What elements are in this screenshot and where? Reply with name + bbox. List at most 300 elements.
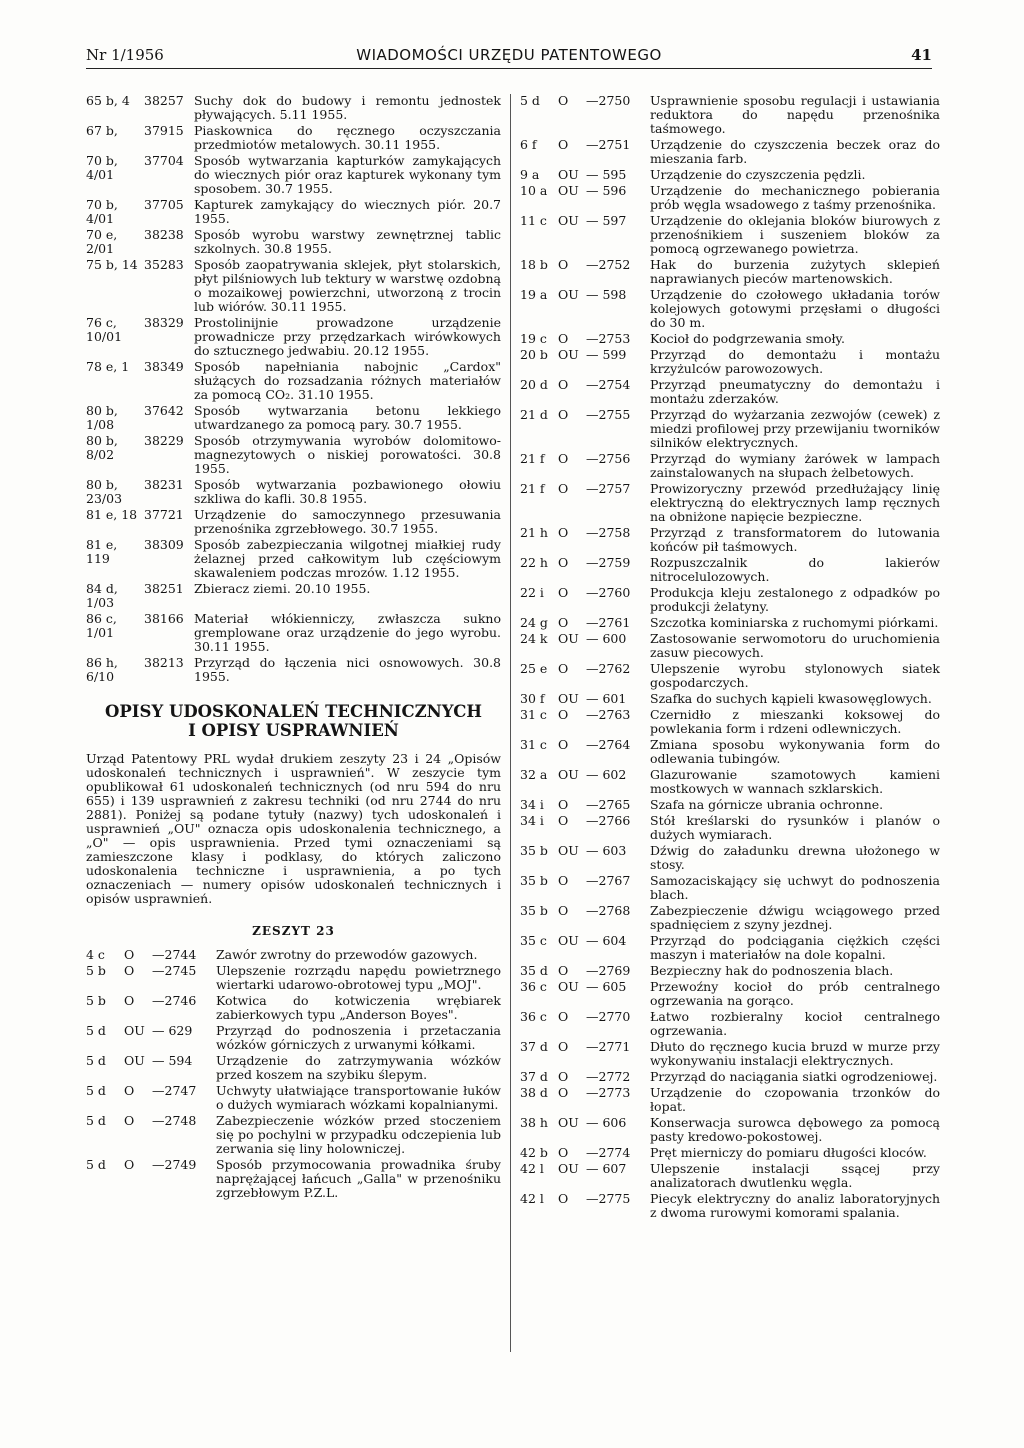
improvement-number: —2768 xyxy=(586,903,631,918)
patent-title: Sposób otrzymywania wyrobów dolomitowo-magnezytowych o niskiej porowatości. 30.8 1955. xyxy=(194,433,501,476)
improvement-type: O xyxy=(558,407,569,422)
improvement-class: 42 l xyxy=(520,1161,544,1176)
improvement-number: — 604 xyxy=(586,933,627,948)
improvement-type: OU xyxy=(558,933,579,948)
improvement-title: Zabezpieczenie wózków przed stoczeniem się po pochylni w przypadku odczepienia lub zerwania się liny holowniczej. xyxy=(216,1113,501,1156)
improvement-class: 21 f xyxy=(520,451,545,466)
improvement-number: —2762 xyxy=(586,661,631,676)
improvement-title: Usprawnienie sposobu regulacji i ustawiania reduktora do napędu przenośnika taśmowego. xyxy=(650,93,940,136)
improvement-class: 5 b xyxy=(86,993,106,1008)
patent-entry xyxy=(86,656,501,684)
improvement-number: —2751 xyxy=(586,137,631,152)
improvement-entry xyxy=(520,258,940,286)
improvement-title: Czernidło z mieszanki koksowej do powlekania form i rdzeni odlewniczych. xyxy=(650,707,940,736)
improvement-type: O xyxy=(558,93,569,108)
patent-list xyxy=(86,94,501,684)
improvement-entry xyxy=(520,1192,940,1220)
improvement-number: —2772 xyxy=(586,1069,631,1084)
patent-entry xyxy=(86,154,501,196)
improvement-class: 34 i xyxy=(520,813,544,828)
improvement-type: O xyxy=(558,137,569,152)
improvement-number: —2771 xyxy=(586,1039,631,1054)
patent-entry xyxy=(86,434,501,476)
improvement-type: O xyxy=(124,1157,135,1172)
improvement-entry xyxy=(520,408,940,450)
improvement-title: Pręt mierniczy do pomiaru długości kloców. xyxy=(650,1145,927,1160)
improvement-title: Urządzenie do czołowego układania torów kolejowych gotowymi przęsłami o długości do 30 m. xyxy=(650,287,940,330)
improvement-title: Ulepszenie wyrobu stylonowych siatek gospodarczych. xyxy=(650,661,940,690)
improvement-title: Zastosowanie serwomotoru do uruchomienia zasuw piecowych. xyxy=(650,631,940,660)
improvements-list-right xyxy=(520,94,940,1220)
improvement-number: — 600 xyxy=(586,631,627,646)
patent-class: 70 b, 4/01 xyxy=(86,153,118,182)
improvement-class: 18 b xyxy=(520,257,548,272)
journal-title: WIADOMOŚCI URZĘDU PATENTOWEGO xyxy=(356,46,662,64)
improvement-number: — 606 xyxy=(586,1115,627,1130)
improvement-entry xyxy=(86,1084,501,1112)
patent-entry xyxy=(86,538,501,580)
improvement-type: O xyxy=(558,555,569,570)
improvement-type: O xyxy=(558,737,569,752)
improvement-title: Bezpieczny hak do podnoszenia blach. xyxy=(650,963,894,978)
patent-entry xyxy=(86,612,501,654)
improvement-entry xyxy=(520,814,940,842)
improvement-type: OU xyxy=(558,287,579,302)
improvement-type: O xyxy=(558,1069,569,1084)
improvement-number: — 607 xyxy=(586,1161,627,1176)
improvement-entry xyxy=(520,632,940,660)
improvement-type: O xyxy=(124,1113,135,1128)
improvement-class: 6 f xyxy=(520,137,537,152)
improvement-title: Szczotka kominiarska z ruchomymi piórkami. xyxy=(650,615,939,630)
improvement-class: 5 d xyxy=(86,1023,106,1038)
improvement-class: 42 l xyxy=(520,1191,544,1206)
patent-entry xyxy=(86,508,501,536)
improvement-type: O xyxy=(558,1145,569,1160)
improvement-title: Przyrząd do podciągania ciężkich części maszyn i materiałów na dole kopalni. xyxy=(650,933,940,962)
patent-number: 38166 xyxy=(144,611,184,626)
improvement-number: —2760 xyxy=(586,585,631,600)
improvement-type: OU xyxy=(124,1023,145,1038)
improvement-type: OU xyxy=(124,1053,145,1068)
improvement-number: —2746 xyxy=(152,993,197,1008)
improvement-class: 34 i xyxy=(520,797,544,812)
patent-title: Kapturek zamykający do wiecznych piór. 20.7 1955. xyxy=(194,197,501,226)
improvement-type: O xyxy=(124,963,135,978)
improvement-class: 35 c xyxy=(520,933,547,948)
section-title xyxy=(86,702,501,740)
improvement-number: —2774 xyxy=(586,1145,631,1160)
patent-entry xyxy=(86,316,501,358)
improvement-title: Produkcja kleju zestalonego z odpadków po produkcji żelatyny. xyxy=(650,585,940,614)
improvement-entry xyxy=(520,844,940,872)
patent-class: 75 b, 14 xyxy=(86,257,138,272)
patent-number: 38257 xyxy=(144,93,184,108)
improvement-type: O xyxy=(558,481,569,496)
patent-number: 38238 xyxy=(144,227,184,242)
improvement-title: Piecyk elektryczny do analiz laboratoryjnych z dwoma rurowymi komorami spalania. xyxy=(650,1191,940,1220)
improvement-entry xyxy=(86,1054,501,1082)
improvement-title: Przyrząd do wyżarzania zezwojów (cewek) z miedzi profilowej przy przewijaniu tworników silników elektrycznych. xyxy=(650,407,940,450)
improvement-type: OU xyxy=(558,213,579,228)
improvement-type: OU xyxy=(558,767,579,782)
improvement-number: —2761 xyxy=(586,615,631,630)
improvement-entry xyxy=(520,708,940,736)
improvement-title: Przyrząd do podnoszenia i przetaczania wózków górniczych z urwanymi kółkami. xyxy=(216,1023,501,1052)
patent-class: 65 b, 4 xyxy=(86,93,130,108)
patent-number: 38329 xyxy=(144,315,184,330)
patent-title: Sposób zabezpieczania wilgotnej miałkiej rudy żelaznej przed całkowitym lub częściowym skawaleniem podczas mrozów. 1.12 1955. xyxy=(194,537,501,580)
improvement-number: —2747 xyxy=(152,1083,197,1098)
improvement-class: 5 d xyxy=(86,1083,106,1098)
improvement-entry xyxy=(520,348,940,376)
page-header xyxy=(86,48,932,69)
improvement-class: 4 c xyxy=(86,947,105,962)
improvement-type: O xyxy=(558,707,569,722)
improvement-title: Przyrząd z transformatorem do lutowania końców pił taśmowych. xyxy=(650,525,940,554)
improvement-title: Kotwica do kotwiczenia wrębiarek zabierkowych typu „Anderson Boyes". xyxy=(216,993,501,1022)
improvement-title: Przyrząd do demontażu i montażu krzyżulców parowozowych. xyxy=(650,347,940,376)
improvement-title: Przyrząd do wymiany żarówek w lampach zainstalowanych na słupach żelbetowych. xyxy=(650,451,940,480)
improvements-list-left xyxy=(86,948,501,1200)
patent-title: Prostolinijnie prowadzone urządzenie prowadnicze przy przędzarkach wirówkowych do sztucznego jedwabiu. 20.12 1955. xyxy=(194,315,501,358)
patent-number: 35283 xyxy=(144,257,184,272)
patent-class: 80 b, 1/08 xyxy=(86,403,118,432)
patent-class: 70 b, 4/01 xyxy=(86,197,118,226)
improvement-class: 38 d xyxy=(520,1085,548,1100)
patent-number: 38309 xyxy=(144,537,184,552)
patent-entry xyxy=(86,582,501,610)
improvement-number: — 596 xyxy=(586,183,627,198)
patent-entry xyxy=(86,124,501,152)
patent-entry xyxy=(86,360,501,402)
improvement-number: —2753 xyxy=(586,331,631,346)
improvement-title: Ulepszenie instalacji ssącej przy analizatorach dwutlenku węgla. xyxy=(650,1161,940,1190)
improvement-entry xyxy=(520,94,940,136)
patent-class: 78 e, 1 xyxy=(86,359,130,374)
improvement-entry xyxy=(520,138,940,166)
improvement-entry xyxy=(520,964,940,978)
improvement-number: —2764 xyxy=(586,737,631,752)
improvement-type: OU xyxy=(558,843,579,858)
improvement-class: 19 a xyxy=(520,287,548,302)
patent-title: Materiał włókienniczy, zwłaszcza sukno gremplowane oraz urządzenie do jego wyrobu. 30.11 1955. xyxy=(194,611,501,654)
improvement-title: Samozaciskający się uchwyt do podnoszenia blach. xyxy=(650,873,940,902)
improvement-type: O xyxy=(558,873,569,888)
patent-entry xyxy=(86,94,501,122)
improvement-title: Uchwyty ułatwiające transportowanie łuków o dużych wymiarach wózkami kopalnianymi. xyxy=(216,1083,501,1112)
improvement-type: OU xyxy=(558,691,579,706)
improvement-entry xyxy=(520,378,940,406)
improvement-entry xyxy=(520,1086,940,1114)
patent-class: 81 e, 18 xyxy=(86,507,138,522)
improvement-title: Szafka do suchych kąpieli kwasowęglowych. xyxy=(650,691,932,706)
improvement-entry xyxy=(86,948,501,962)
patent-title: Sposób wytwarzania betonu lekkiego utwardzanego za pomocą pary. 30.7 1955. xyxy=(194,403,501,432)
improvement-type: O xyxy=(558,377,569,392)
improvement-type: OU xyxy=(558,631,579,646)
patent-number: 38213 xyxy=(144,655,184,670)
patent-class: 80 b, 8/02 xyxy=(86,433,118,462)
improvement-number: — 597 xyxy=(586,213,627,228)
improvement-number: —2775 xyxy=(586,1191,631,1206)
patent-class: 86 c, 1/01 xyxy=(86,611,117,640)
improvement-entry xyxy=(520,586,940,614)
patent-title: Przyrząd do łączenia nici osnowowych. 30.8 1955. xyxy=(194,655,501,684)
improvement-entry xyxy=(520,768,940,796)
improvement-number: — 603 xyxy=(586,843,627,858)
improvement-type: O xyxy=(558,797,569,812)
left-column xyxy=(86,94,501,1202)
improvement-title: Urządzenie do zatrzymywania wózków przed koszem na szybiku ślepym. xyxy=(216,1053,501,1082)
improvement-entry xyxy=(520,616,940,630)
patent-entry xyxy=(86,258,501,314)
improvement-title: Dźwig do załadunku drewna ułożonego w stosy. xyxy=(650,843,940,872)
improvement-class: 20 b xyxy=(520,347,548,362)
improvement-number: —2765 xyxy=(586,797,631,812)
improvement-class: 21 h xyxy=(520,525,548,540)
improvement-class: 31 c xyxy=(520,737,547,752)
improvement-number: — 602 xyxy=(586,767,627,782)
column-divider xyxy=(510,94,511,1352)
improvement-title: Zawór zwrotny do przewodów gazowych. xyxy=(216,947,478,962)
improvement-class: 35 b xyxy=(520,903,548,918)
improvement-number: —2758 xyxy=(586,525,631,540)
patent-title: Sposób napełniania nabojnic „Cardox" służących do rozsadzania różnych materiałów za pomocą CO₂. 31.10 1955. xyxy=(194,359,501,402)
improvement-entry xyxy=(520,214,940,256)
improvement-type: O xyxy=(558,1039,569,1054)
issue-number: Nr 1/1956 xyxy=(86,46,164,64)
improvement-type: OU xyxy=(558,347,579,362)
improvement-entry xyxy=(520,980,940,1008)
improvement-number: —2763 xyxy=(586,707,631,722)
improvement-class: 37 d xyxy=(520,1039,548,1054)
improvement-entry xyxy=(520,738,940,766)
improvement-title: Urządzenie do oklejania bloków biurowych z przenośnikiem i suszeniem bloków za pomocą ogrzewanego powietrza. xyxy=(650,213,940,256)
improvement-number: — 594 xyxy=(152,1053,193,1068)
patent-entry xyxy=(86,198,501,226)
patent-title: Sposób wyrobu warstwy zewnętrznej tablic szkolnych. 30.8 1955. xyxy=(194,227,501,256)
improvement-type: O xyxy=(558,963,569,978)
patent-number: 37642 xyxy=(144,403,184,418)
patent-entry xyxy=(86,228,501,256)
improvement-class: 20 d xyxy=(520,377,548,392)
improvement-title: Urządzenie do czyszczenia beczek oraz do mieszania farb. xyxy=(650,137,940,166)
improvement-entry xyxy=(86,1158,501,1200)
improvement-entry xyxy=(520,482,940,524)
improvement-type: O xyxy=(558,1009,569,1024)
improvement-entry xyxy=(520,904,940,932)
patent-number: 37721 xyxy=(144,507,184,522)
patent-title: Zbieracz ziemi. 20.10 1955. xyxy=(194,581,371,596)
improvement-class: 5 d xyxy=(86,1157,106,1172)
improvement-class: 21 d xyxy=(520,407,548,422)
improvement-class: 21 f xyxy=(520,481,545,496)
patent-title: Sposób wytwarzania kapturków zamykających do wiecznych piór oraz kapturek wykonany tym sposobem. 30.7 1955. xyxy=(194,153,501,196)
improvement-number: — 595 xyxy=(586,167,627,182)
patent-number: 38231 xyxy=(144,477,184,492)
improvement-class: 19 c xyxy=(520,331,547,346)
improvement-entry xyxy=(520,1010,940,1038)
improvement-number: — 601 xyxy=(586,691,627,706)
improvement-number: —2745 xyxy=(152,963,197,978)
improvement-title: Zmiana sposobu wykonywania form do odlewania tubingów. xyxy=(650,737,940,766)
improvement-number: —2754 xyxy=(586,377,631,392)
improvement-entry xyxy=(520,874,940,902)
improvement-class: 42 b xyxy=(520,1145,548,1160)
improvement-number: —2769 xyxy=(586,963,631,978)
improvement-number: — 598 xyxy=(586,287,627,302)
patent-entry xyxy=(86,478,501,506)
improvement-entry xyxy=(520,934,940,962)
patent-title: Piaskownica do ręcznego oczyszczania przedmiotów metalowych. 30.11 1955. xyxy=(194,123,501,152)
improvement-class: 35 b xyxy=(520,873,548,888)
improvement-entry xyxy=(520,1070,940,1084)
patent-number: 37704 xyxy=(144,153,184,168)
improvement-entry xyxy=(86,1114,501,1156)
patent-title: Sposób zaopatrywania sklejek, płyt stolarskich, płyt pilśniowych lub tektury w warstwę ozdobną o mozaikowej powierzchni, utworzoną z trocin lub wiórów. 30.11 1955. xyxy=(194,257,501,314)
improvement-entry xyxy=(86,994,501,1022)
improvement-number: —2756 xyxy=(586,451,631,466)
improvement-class: 24 k xyxy=(520,631,548,646)
improvement-class: 5 d xyxy=(86,1113,106,1128)
improvement-title: Kocioł do podgrzewania smoły. xyxy=(650,331,845,346)
improvement-entry xyxy=(520,556,940,584)
improvement-number: —2752 xyxy=(586,257,631,272)
improvement-entry xyxy=(520,452,940,480)
patent-class: 81 e, 119 xyxy=(86,537,118,566)
improvement-type: O xyxy=(558,257,569,272)
improvement-type: O xyxy=(558,615,569,630)
improvement-title: Sposób przymocowania prowadnika śruby naprężającej łańcuch „Galla" w przenośniku zgrzebłowym P.Z.L. xyxy=(216,1157,501,1200)
improvement-type: O xyxy=(124,1083,135,1098)
improvement-class: 10 a xyxy=(520,183,548,198)
patent-number: 38251 xyxy=(144,581,184,596)
improvement-type: O xyxy=(558,1085,569,1100)
patent-number: 38229 xyxy=(144,433,184,448)
patent-number: 37705 xyxy=(144,197,184,212)
improvement-entry xyxy=(520,692,940,706)
improvement-type: O xyxy=(558,331,569,346)
improvement-title: Przyrząd pneumatyczny do demontażu i montażu zderzaków. xyxy=(650,377,940,406)
improvement-number: —2759 xyxy=(586,555,631,570)
improvement-title: Szafa na górnicze ubrania ochronne. xyxy=(650,797,884,812)
improvement-number: —2749 xyxy=(152,1157,197,1172)
improvement-class: 38 h xyxy=(520,1115,548,1130)
improvement-class: 36 c xyxy=(520,979,547,994)
improvement-number: —2755 xyxy=(586,407,631,422)
improvement-title: Łatwo rozbieralny kocioł centralnego ogrzewania. xyxy=(650,1009,940,1038)
improvement-class: 30 f xyxy=(520,691,545,706)
patent-title: Suchy dok do budowy i remontu jednostek pływających. 5.11 1955. xyxy=(194,93,501,122)
improvement-type: OU xyxy=(558,1161,579,1176)
improvement-number: —2766 xyxy=(586,813,631,828)
improvement-entry xyxy=(520,168,940,182)
improvement-class: 24 g xyxy=(520,615,548,630)
improvement-type: O xyxy=(558,813,569,828)
improvement-type: OU xyxy=(558,1115,579,1130)
patent-class: 80 b, 23/03 xyxy=(86,477,123,506)
improvement-class: 22 h xyxy=(520,555,548,570)
improvement-class: 25 e xyxy=(520,661,548,676)
improvement-class: 31 c xyxy=(520,707,547,722)
improvement-title: Urządzenie do czyszczenia pędzli. xyxy=(650,167,866,182)
patent-class: 70 e, 2/01 xyxy=(86,227,118,256)
patent-class: 86 h, 6/10 xyxy=(86,655,118,684)
improvement-title: Przyrząd do naciągania siatki ogrodzeniowej. xyxy=(650,1069,938,1084)
improvement-entry xyxy=(520,526,940,554)
improvement-class: 5 b xyxy=(86,963,106,978)
improvement-entry xyxy=(520,1162,940,1190)
improvement-title: Przewoźny kocioł do prób centralnego ogrzewania na gorąco. xyxy=(650,979,940,1008)
improvement-entry xyxy=(520,1116,940,1144)
improvement-entry xyxy=(520,662,940,690)
patent-title: Sposób wytwarzania pozbawionego ołowiu szkliwa do kafli. 30.8 1955. xyxy=(194,477,501,506)
improvement-entry xyxy=(520,798,940,812)
improvement-class: 5 d xyxy=(520,93,540,108)
improvement-number: —2750 xyxy=(586,93,631,108)
issue-heading: ZESZYT 23 xyxy=(252,924,335,938)
improvement-title: Prowizoryczny przewód przedłużający linię elektryczną do elektrycznych lamp ręcznych na obniżone napięcie bezpieczne. xyxy=(650,481,940,524)
patent-entry xyxy=(86,404,501,432)
improvement-entry xyxy=(86,964,501,992)
improvement-number: —2748 xyxy=(152,1113,197,1128)
improvement-title: Stół kreślarski do rysunków i planów o dużych wymiarach. xyxy=(650,813,940,842)
improvement-type: O xyxy=(558,661,569,676)
patent-title: Urządzenie do samoczynnego przesuwania przenośnika zgrzebłowego. 30.7 1955. xyxy=(194,507,501,536)
intro-paragraph: Urząd Patentowy PRL wydał drukiem zeszyty 23 i 24 „Opisów udoskonaleń technicznych i usprawnień". W zeszycie tym opublikował 61 udoskonaleń technicznych (od nru 594 do nru 655) i 139 usprawnień z zakresu techniki (od nru 2744 do nru 2881). Poniżej są podane tytuły (nazwy) tych udoskonaleń i usprawnień „OU" oznacza opis udoskonalenia technicznego, a „O" — opis usprawnienia. Przed tymi oznaczeniami są zamieszczone klasy i podklasy, do których zaliczono udoskonalenia techniczne i usprawnienia, a po tych oznaczeniach — numery opisów udoskonaleń technicznych i opisów usprawnień. xyxy=(86,751,501,906)
improvement-number: — 629 xyxy=(152,1023,193,1038)
improvement-title: Zabezpieczenie dźwigu wciągowego przed spadnięciem z szyny jezdnej. xyxy=(650,903,940,932)
improvement-entry xyxy=(520,184,940,212)
improvement-type: OU xyxy=(558,979,579,994)
improvement-title: Rozpuszczalnik do lakierów nitrocelulozowych. xyxy=(650,555,940,584)
improvement-entry xyxy=(520,1146,940,1160)
improvement-class: 37 d xyxy=(520,1069,548,1084)
improvement-type: OU xyxy=(558,183,579,198)
right-column xyxy=(520,94,940,1222)
improvement-class: 5 d xyxy=(86,1053,106,1068)
improvement-number: —2773 xyxy=(586,1085,631,1100)
improvement-class: 9 a xyxy=(520,167,540,182)
patent-class: 67 b, xyxy=(86,123,118,138)
page-number: 41 xyxy=(911,46,932,64)
improvement-number: —2744 xyxy=(152,947,197,962)
improvement-entry xyxy=(86,1024,501,1052)
improvement-title: Urządzenie do mechanicznego pobierania prób węgla wsadowego z taśmy przenośnika. xyxy=(650,183,940,212)
improvement-class: 35 b xyxy=(520,843,548,858)
improvement-class: 36 c xyxy=(520,1009,547,1024)
improvement-type: O xyxy=(558,525,569,540)
improvement-number: — 599 xyxy=(586,347,627,362)
improvement-entry xyxy=(520,332,940,346)
improvement-type: O xyxy=(124,993,135,1008)
improvement-type: OU xyxy=(558,167,579,182)
improvement-title: Ulepszenie rozrządu napędu powietrznego wiertarki udarowo-obrotowej typu „MOJ". xyxy=(216,963,501,992)
improvement-title: Dłuto do ręcznego kucia bruzd w murze przy wykonywaniu instalacji elektrycznych. xyxy=(650,1039,940,1068)
patent-number: 38349 xyxy=(144,359,184,374)
improvement-title: Urządzenie do czopowania trzonków do łopat. xyxy=(650,1085,940,1114)
improvement-type: O xyxy=(558,585,569,600)
improvement-entry xyxy=(520,288,940,330)
section-title-line-1: OPISY UDOSKONALEŃ TECHNICZNYCH xyxy=(105,702,482,721)
improvement-title: Hak do burzenia zużytych sklepień naprawianych pieców martenowskich. xyxy=(650,257,940,286)
improvement-type: O xyxy=(124,947,135,962)
improvement-type: O xyxy=(558,451,569,466)
improvement-number: —2767 xyxy=(586,873,631,888)
patent-class: 84 d, 1/03 xyxy=(86,581,118,610)
improvement-title: Konserwacja surowca dębowego za pomocą pasty kredowo-pokostowej. xyxy=(650,1115,940,1144)
